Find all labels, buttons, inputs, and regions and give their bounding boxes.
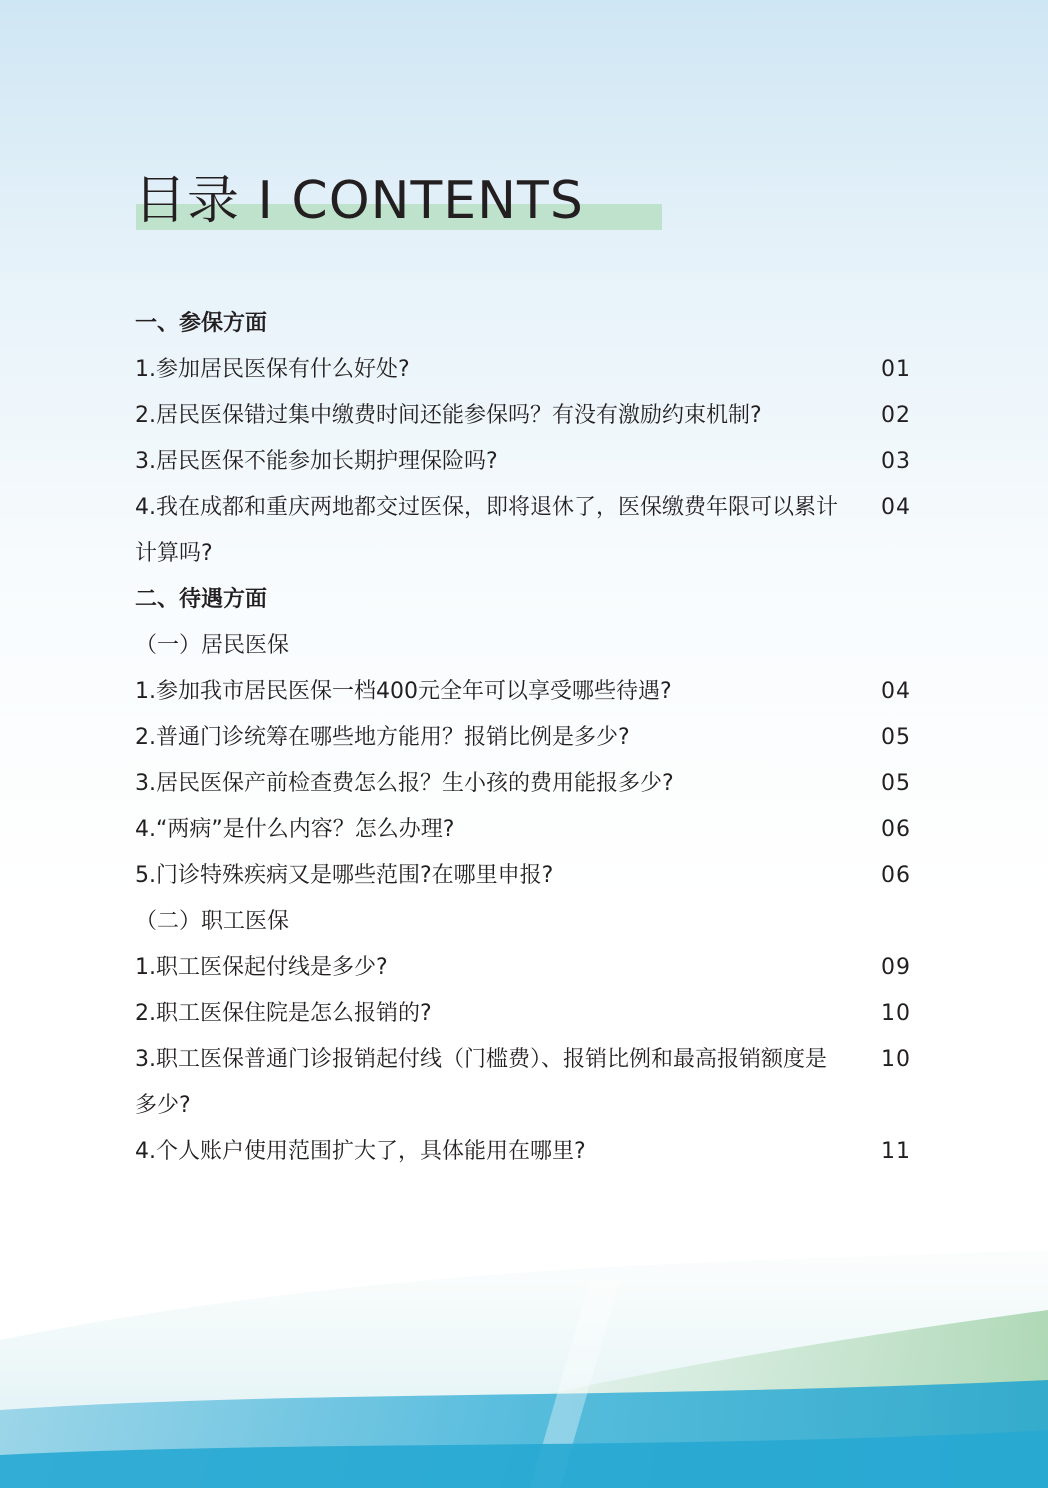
section-heading: 二、待遇方面: [135, 587, 268, 612]
toc-entry-title: 5.门诊特殊疾病又是哪些范围?在哪里申报?: [135, 863, 554, 888]
toc-entry[interactable]: [135, 715, 915, 761]
subsection-heading: （一）居民医保: [135, 633, 290, 658]
toc-entry-title: 1.参加居民医保有什么好处?: [135, 357, 410, 382]
toc-entry-page: 09: [881, 955, 911, 980]
toc-entry-page: 11: [881, 1139, 911, 1164]
toc-entry-page: 02: [881, 403, 911, 428]
toc-entry-page: 04: [881, 495, 911, 520]
toc-entry[interactable]: [135, 347, 915, 393]
toc-entry-title: 4.个人账户使用范围扩大了，具体能用在哪里?: [135, 1139, 586, 1164]
subsection-heading: （二）职工医保: [135, 909, 290, 934]
section-heading: 一、参保方面: [135, 311, 268, 336]
toc-entry[interactable]: [135, 1129, 915, 1175]
toc-entry[interactable]: [135, 945, 915, 991]
toc-entry[interactable]: [135, 393, 915, 439]
toc-entry-page: 06: [881, 863, 911, 888]
toc-entry-page: 01: [881, 357, 911, 382]
toc-entry[interactable]: [135, 439, 915, 485]
table-of-contents: [135, 301, 915, 1175]
toc-entry-page: 04: [881, 679, 911, 704]
toc-entry[interactable]: [135, 853, 915, 899]
toc-entry[interactable]: [135, 669, 915, 715]
toc-entry-page: 05: [881, 725, 911, 750]
toc-entry-page: 05: [881, 771, 911, 796]
toc-entry-title: 2.普通门诊统筹在哪些地方能用？报销比例是多少?: [135, 725, 630, 750]
toc-entry-title: 4.“两病”是什么内容？怎么办理?: [135, 817, 455, 842]
toc-entry-page: 03: [881, 449, 911, 474]
toc-entry[interactable]: [135, 485, 915, 577]
toc-entry-title: 3.居民医保不能参加长期护理保险吗?: [135, 449, 498, 474]
page-title: 目录 I CONTENTS: [134, 171, 584, 231]
toc-entry-title: 3.职工医保普通门诊报销起付线（门槛费）、报销比例和最高报销额度是多少?: [135, 1047, 827, 1118]
toc-entry-title: 3.居民医保产前检查费怎么报？生小孩的费用能报多少?: [135, 771, 674, 796]
toc-entry-title: 2.职工医保住院是怎么报销的?: [135, 1001, 432, 1026]
title-block: [134, 168, 674, 238]
toc-entry-page: 10: [881, 1047, 911, 1072]
toc-entry-title: 1.参加我市居民医保一档400元全年可以享受哪些待遇?: [135, 679, 672, 704]
toc-entry-page: 10: [881, 1001, 911, 1026]
toc-entry[interactable]: [135, 991, 915, 1037]
toc-entry-title: 1.职工医保起付线是多少?: [135, 955, 388, 980]
toc-entry-page: 06: [881, 817, 911, 842]
toc-entry[interactable]: [135, 761, 915, 807]
bottom-wave-decoration: [0, 1250, 1048, 1488]
toc-entry[interactable]: [135, 1037, 915, 1129]
toc-entry-title: 2.居民医保错过集中缴费时间还能参保吗？有没有激励约束机制?: [135, 403, 762, 428]
toc-entry[interactable]: [135, 807, 915, 853]
toc-entry-title: 4.我在成都和重庆两地都交过医保，即将退休了，医保缴费年限可以累计计算吗?: [135, 495, 838, 566]
